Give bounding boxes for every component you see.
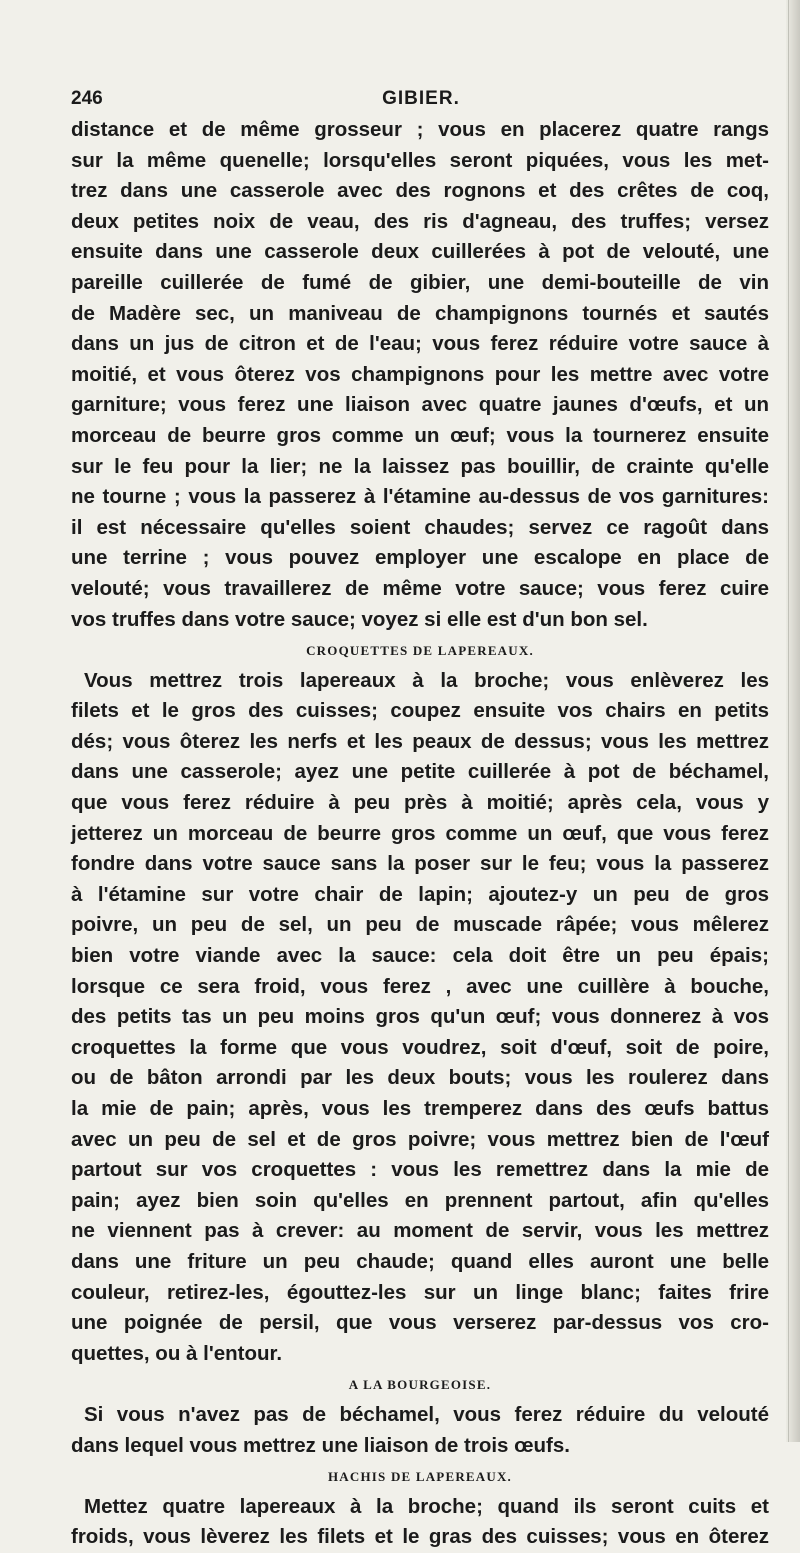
paragraph-line: que vous ferez réduire à peu près à moitié; après cela, vous y [71, 791, 769, 815]
paragraph-line: Mettez quatre lapereaux à la broche; quand ils seront cuits et [84, 1494, 769, 1518]
section-heading-bourgeoise: A LA BOURGEOISE. [348, 1377, 492, 1393]
paragraph-line: dans une friture un peu chaude; quand elles auront une belle [71, 1249, 769, 1273]
section-heading-hachis: HACHIS DE LAPEREAUX. [328, 1469, 512, 1485]
paragraph-line: pain; ayez bien soin qu'elles en prennent partout, afin qu'elles [71, 1188, 769, 1212]
paragraph-line: dans une casserole; ayez une petite cuillerée à pot de béchamel, [71, 760, 769, 784]
paragraph-line: sur la même quenelle; lorsqu'elles seront piquées, vous les met- [71, 148, 769, 172]
page-edge [786, 0, 800, 1442]
paragraph-line: froids, vous lèverez les filets et le gras des cuisses; vous en ôterez [71, 1525, 769, 1549]
paragraph-line: ensuite dans une casserole deux cuillerées à pot de velouté, une [71, 240, 769, 264]
paragraph-line: des petits tas un peu moins gros qu'un œuf; vous donnerez à vos [71, 1005, 769, 1029]
paragraph-line: dans un jus de citron et de l'eau; vous ferez réduire votre sauce à [71, 332, 769, 356]
paragraph-line: bien votre viande avec la sauce: cela doit être un peu épais; [71, 944, 769, 968]
paragraph-line: Vous mettrez trois lapereaux à la broche; vous enlèverez les [84, 668, 769, 692]
paragraph-line: sur le feu pour la lier; ne la laissez pas bouillir, de crainte qu'elle [71, 454, 769, 478]
paragraph-line: dés; vous ôterez les nerfs et les peaux de dessus; vous les mettrez [71, 729, 769, 753]
paragraph-line: une poignée de persil, que vous verserez par-dessus vos cro- [71, 1311, 769, 1335]
page-number: 246 [71, 88, 103, 109]
paragraph-line: ne tourne ; vous la passerez à l'étamine au-dessus de vos garnitures: [71, 485, 769, 509]
paragraph-line: moitié, et vous ôterez vos champignons pour les mettre avec votre [71, 362, 769, 386]
paragraph-line: de Madère sec, un maniveau de champignons tournés et sautés [71, 301, 769, 325]
paragraph-line: garniture; vous ferez une liaison avec quatre jaunes d'œufs, et un [71, 393, 769, 417]
paragraph-line: morceau de beurre gros comme un œuf; vous la tournerez ensuite [71, 423, 769, 447]
paragraph-line: trez dans une casserole avec des rognons et des crêtes de coq, [71, 179, 769, 203]
paragraph-line: vos truffes dans votre sauce; voyez si elle est d'un bon sel. [71, 607, 648, 631]
paragraph-line: distance et de même grosseur ; vous en placerez quatre rangs [71, 118, 769, 141]
paragraph-line: la mie de pain; après, vous les tremperez dans des œufs battus [71, 1097, 769, 1120]
paragraph-line: avec un peu de sel et de gros poivre; vous mettrez bien de l'œuf [71, 1127, 769, 1151]
paragraph-line: poivre, un peu de sel, un peu de muscade râpée; vous mêlerez [71, 913, 769, 937]
paragraph-line: lorsque ce sera froid, vous ferez , avec une cuillère à bouche, [71, 974, 769, 998]
running-title: GIBIER. [382, 88, 460, 109]
paragraph-line: velouté; vous travaillerez de même votre sauce; vous ferez cuire [71, 576, 769, 600]
paragraph-line: à l'étamine sur votre chair de lapin; ajoutez-y un peu de gros [71, 882, 769, 906]
paragraph-line: partout sur vos croquettes : vous les remettrez dans la mie de [71, 1158, 769, 1182]
paragraph-line: filets et le gros des cuisses; coupez ensuite vos chairs en petits [71, 699, 769, 723]
paragraph-line: une terrine ; vous pouvez employer une escalope en place de [71, 546, 769, 570]
paragraph-line: jetterez un morceau de beurre gros comme un œuf, que vous ferez [71, 821, 769, 845]
paragraph-line: quettes, ou à l'entour. [71, 1341, 283, 1365]
section-heading-croquettes: CROQUETTES DE LAPEREAUX. [306, 643, 534, 659]
paragraph-line: Si vous n'avez pas de béchamel, vous ferez réduire du velouté [84, 1402, 769, 1426]
page-body [71, 115, 769, 1553]
paragraph-line: couleur, retirez-les, égouttez-les sur un linge blanc; faites frire [71, 1280, 769, 1304]
page-header [71, 88, 771, 118]
paragraph-line: ne viennent pas à crever: au moment de servir, vous les mettrez [71, 1219, 769, 1243]
paragraph-line: deux petites noix de veau, des ris d'agneau, des truffes; versez [71, 209, 769, 233]
paragraph-line: fondre dans votre sauce sans la poser sur le feu; vous la passerez [71, 852, 769, 876]
paragraph-line: pareille cuillerée de fumé de gibier, une demi-bouteille de vin [71, 270, 769, 294]
paragraph-line: dans lequel vous mettrez une liaison de trois œufs. [71, 1433, 570, 1457]
paragraph-line: il est nécessaire qu'elles soient chaudes; servez ce ragoût dans [71, 515, 769, 539]
paragraph-line: ou de bâton arrondi par les deux bouts; vous les roulerez dans [71, 1066, 769, 1090]
paragraph-line: croquettes la forme que vous voudrez, soit d'œuf, soit de poire, [71, 1035, 769, 1059]
